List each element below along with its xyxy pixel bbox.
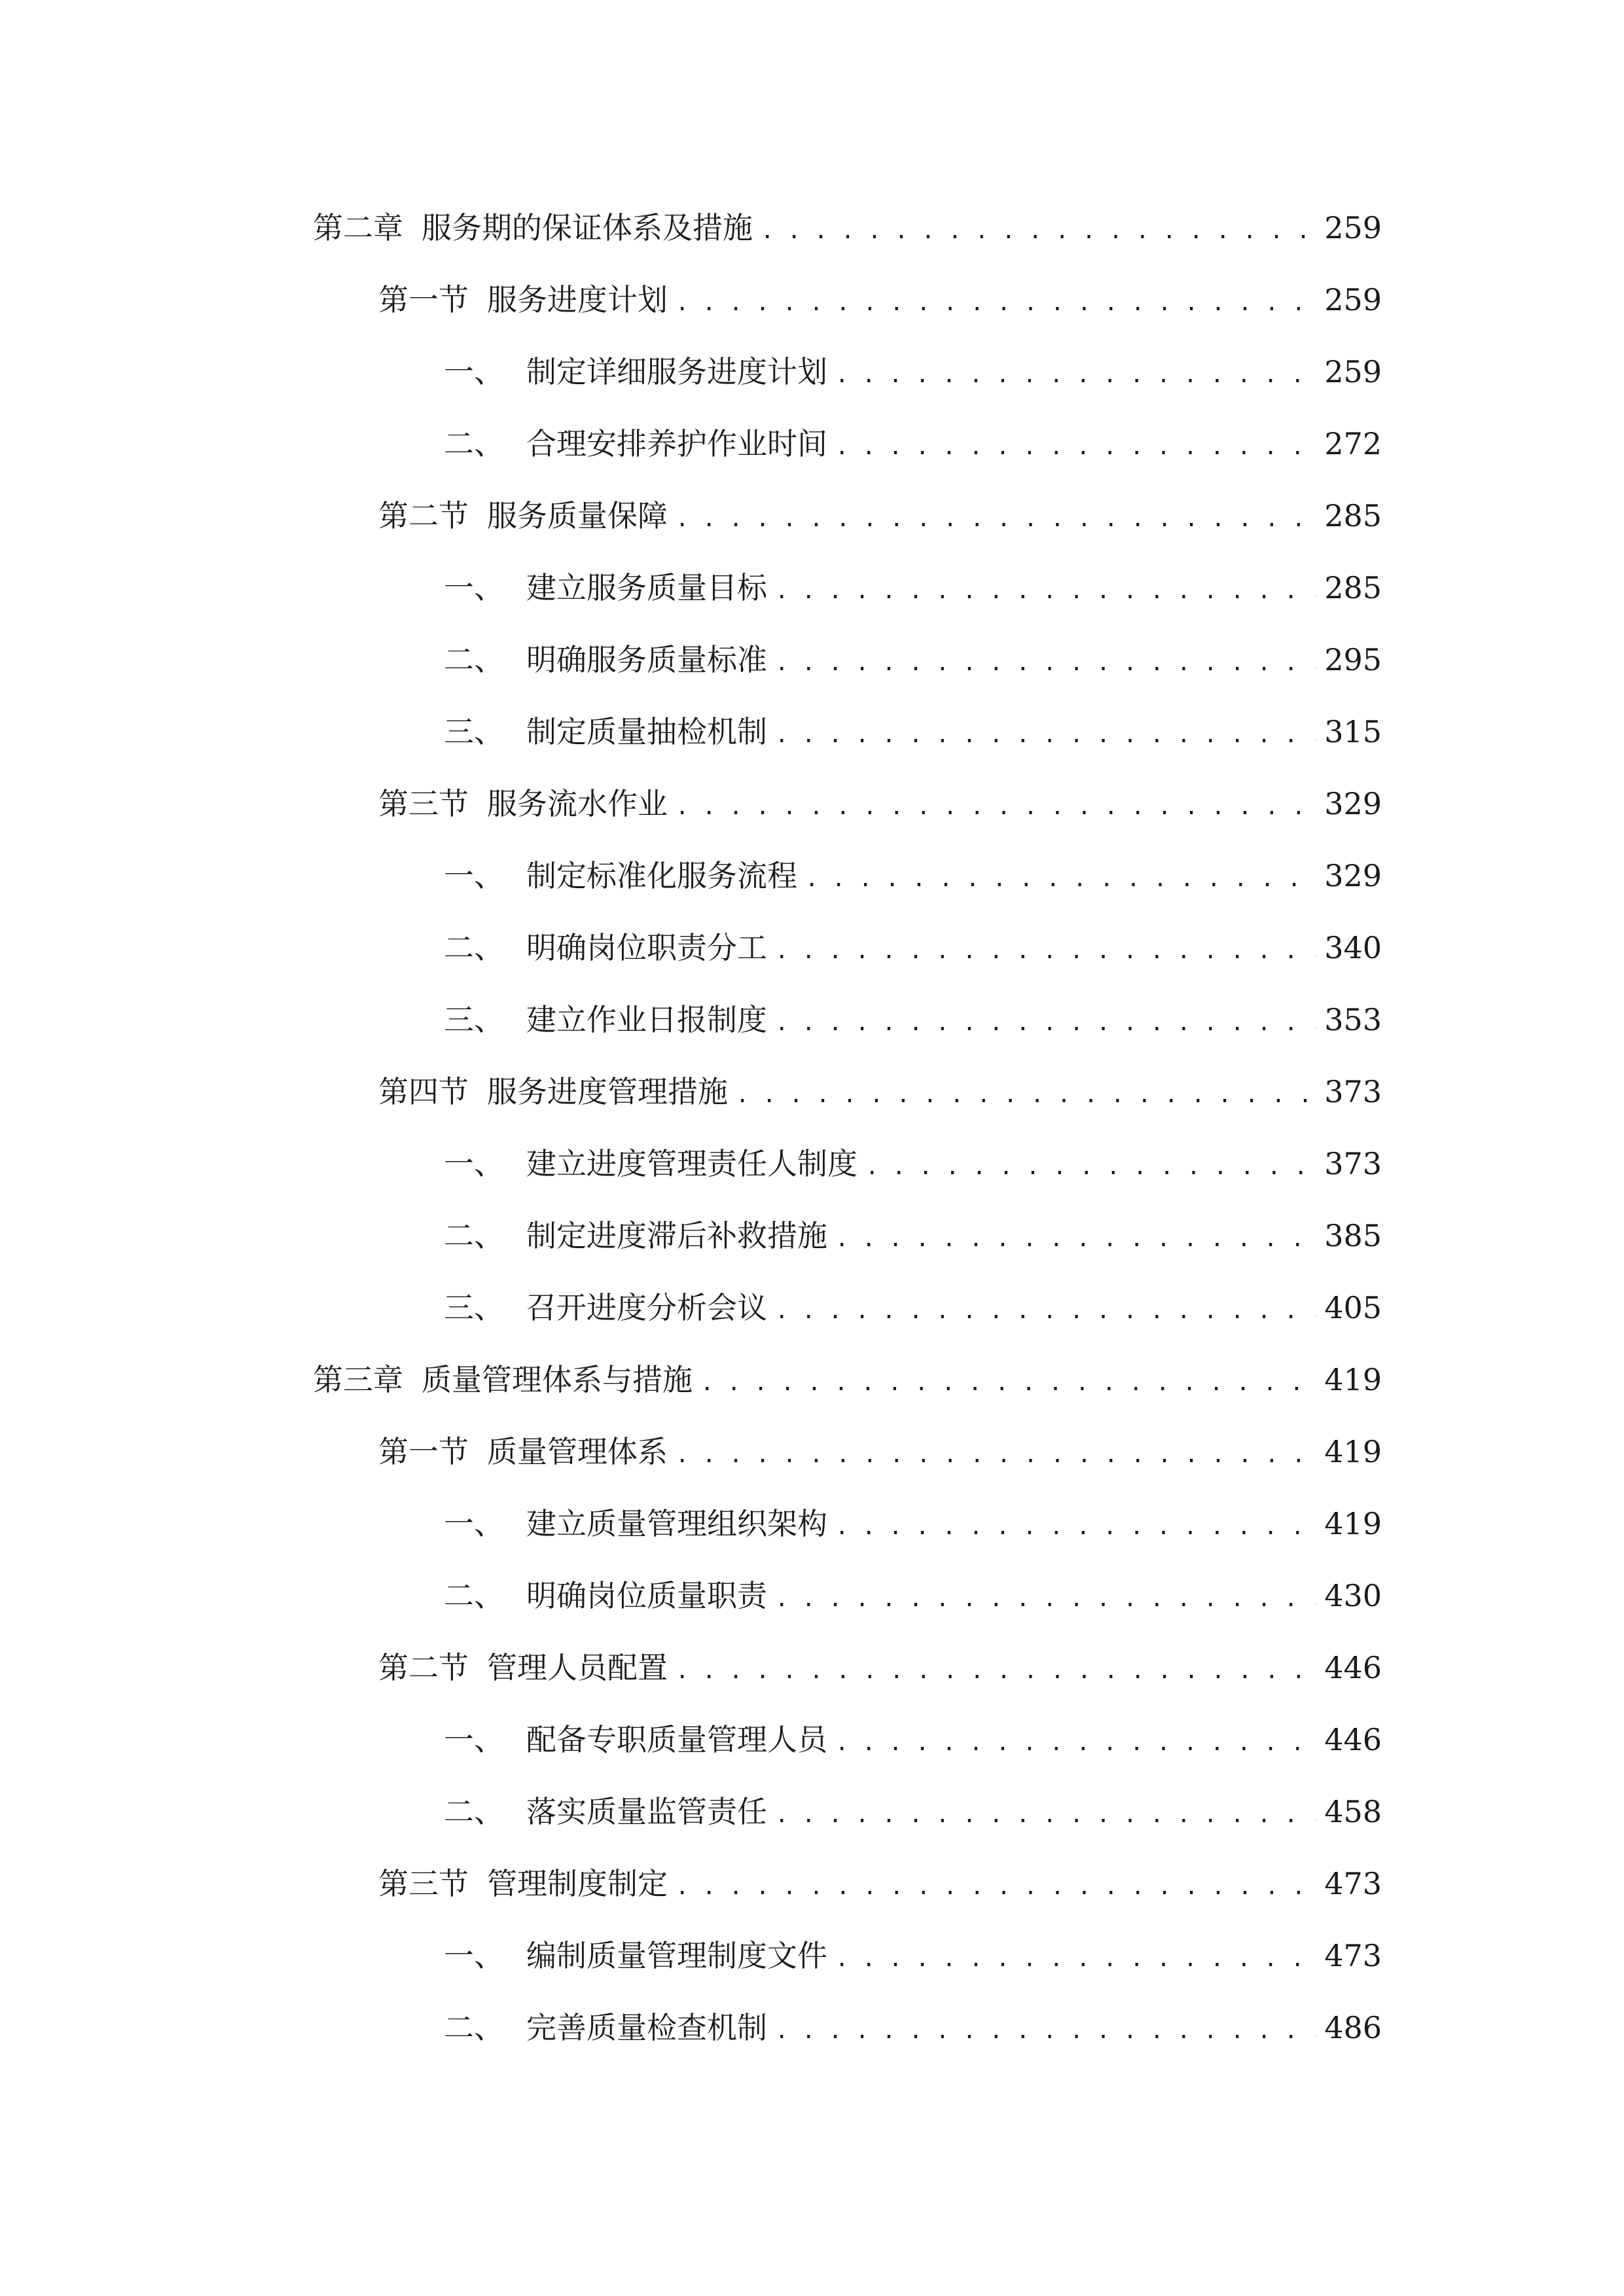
toc-number: 一、 [444, 1722, 504, 1757]
toc-number: 一、 [444, 354, 504, 389]
toc-title: 制定进度滞后补救措施 [526, 1218, 827, 1253]
toc-entry-section[interactable] [378, 1864, 1382, 1907]
dot-leader [835, 1723, 1316, 1763]
dot-leader [775, 643, 1316, 683]
dot-leader [676, 1867, 1316, 1907]
toc-number: 二、 [444, 930, 504, 965]
dot-leader [736, 1075, 1316, 1115]
toc-number: 一、 [444, 1146, 504, 1181]
toc-title: 建立质量管理组织架构 [526, 1506, 827, 1541]
dot-leader [676, 787, 1316, 827]
toc-title: 编制质量管理制度文件 [526, 1938, 827, 1973]
toc-page-number: 340 [1324, 930, 1382, 965]
toc-number: 第三节 [378, 1866, 469, 1901]
toc-number: 第四节 [378, 1074, 469, 1109]
toc-entry-section[interactable] [378, 1072, 1382, 1115]
toc-entry-section[interactable] [378, 784, 1382, 827]
toc-number: 第二章 [313, 210, 403, 245]
toc-title: 明确服务质量标准 [526, 642, 767, 677]
toc-page-number: 259 [1324, 282, 1382, 317]
dot-leader [835, 355, 1316, 395]
toc-title: 制定质量抽检机制 [526, 714, 767, 749]
toc-page-number: 430 [1324, 1578, 1382, 1613]
dot-leader [676, 283, 1316, 323]
toc-title: 明确岗位职责分工 [526, 930, 767, 965]
toc-title: 管理制度制定 [487, 1866, 668, 1901]
toc-number: 二、 [444, 2010, 504, 2045]
toc-title: 建立服务质量目标 [526, 570, 767, 605]
toc-number: 第二节 [378, 1650, 469, 1685]
toc-page-number: 419 [1324, 1434, 1382, 1469]
toc-number: 三、 [444, 714, 504, 749]
dot-leader [835, 1939, 1316, 1979]
dot-leader [676, 1651, 1316, 1691]
dot-leader [775, 715, 1316, 755]
toc-number: 三、 [444, 1290, 504, 1325]
toc-page-number: 419 [1324, 1506, 1382, 1541]
toc-page-number: 285 [1324, 570, 1382, 605]
toc-entry-item[interactable] [444, 1936, 1382, 1979]
toc-title: 建立进度管理责任人制度 [526, 1146, 857, 1181]
toc-title: 制定标准化服务流程 [526, 858, 797, 893]
toc-title: 完善质量检查机制 [526, 2010, 767, 2045]
toc-entry-item[interactable] [444, 424, 1382, 467]
toc-number: 第三节 [378, 786, 469, 821]
toc-entry-section[interactable] [378, 280, 1382, 323]
toc-page-number: 446 [1324, 1722, 1382, 1757]
toc-entry-item[interactable] [444, 928, 1382, 971]
toc-entry-section[interactable] [378, 1432, 1382, 1475]
toc-entry-item[interactable] [444, 1792, 1382, 1835]
toc-entry-chapter[interactable] [313, 1360, 1382, 1403]
toc-title: 服务流水作业 [487, 786, 668, 821]
toc-title: 建立作业日报制度 [526, 1002, 767, 1037]
toc-page-number: 259 [1324, 354, 1382, 389]
dot-leader [775, 1291, 1316, 1331]
dot-leader [775, 931, 1316, 971]
dot-leader [676, 499, 1316, 539]
toc-title: 质量管理体系与措施 [422, 1362, 693, 1397]
toc-number: 第一节 [378, 1434, 469, 1469]
toc-title: 服务进度计划 [487, 282, 668, 317]
toc-entry-item[interactable] [444, 352, 1382, 395]
toc-number: 一、 [444, 1506, 504, 1541]
toc-entry-section[interactable] [378, 1648, 1382, 1691]
toc-number: 二、 [444, 1794, 504, 1829]
toc-page-number: 329 [1324, 786, 1382, 821]
toc-entry-item[interactable] [444, 1144, 1382, 1187]
toc-title: 合理安排养护作业时间 [526, 426, 827, 461]
toc-entry-chapter[interactable] [313, 208, 1382, 251]
dot-leader [835, 427, 1316, 467]
toc-entry-item[interactable] [444, 1216, 1382, 1259]
toc-page-number: 315 [1324, 714, 1382, 749]
toc-title: 管理人员配置 [487, 1650, 668, 1685]
toc-number: 第一节 [378, 282, 469, 317]
dot-leader [761, 211, 1316, 251]
toc-page-number: 329 [1324, 858, 1382, 893]
dot-leader [775, 1795, 1316, 1835]
toc-entry-item[interactable] [444, 712, 1382, 755]
dot-leader [700, 1363, 1316, 1403]
toc-page-number: 285 [1324, 498, 1382, 533]
toc-entry-item[interactable] [444, 640, 1382, 683]
toc-title: 服务质量保障 [487, 498, 668, 533]
toc-number: 二、 [444, 426, 504, 461]
toc-title: 召开进度分析会议 [526, 1290, 767, 1325]
toc-page-number: 259 [1324, 210, 1382, 245]
toc-entry-item[interactable] [444, 1000, 1382, 1043]
toc-entry-section[interactable] [378, 496, 1382, 539]
dot-leader [835, 1507, 1316, 1547]
toc-title: 明确岗位质量职责 [526, 1578, 767, 1613]
dot-leader [835, 1219, 1316, 1259]
toc-number: 第二节 [378, 498, 469, 533]
toc-page-number: 405 [1324, 1290, 1382, 1325]
toc-page-number: 473 [1324, 1938, 1382, 1973]
toc-entry-item[interactable] [444, 856, 1382, 899]
dot-leader [775, 571, 1316, 611]
dot-leader [865, 1147, 1316, 1187]
toc-page-number: 486 [1324, 2010, 1382, 2045]
toc-entry-item[interactable] [444, 568, 1382, 611]
toc-page-number: 353 [1324, 1002, 1382, 1037]
toc-page-number: 295 [1324, 642, 1382, 677]
toc-entry-item[interactable] [444, 1504, 1382, 1547]
toc-title: 落实质量监管责任 [526, 1794, 767, 1829]
toc-number: 一、 [444, 1938, 504, 1973]
toc-page-number: 473 [1324, 1866, 1382, 1901]
toc-title: 制定详细服务进度计划 [526, 354, 827, 389]
toc-number: 一、 [444, 858, 504, 893]
dot-leader [805, 859, 1316, 899]
toc-number: 第三章 [313, 1362, 403, 1397]
dot-leader [775, 1003, 1316, 1043]
toc-title: 质量管理体系 [487, 1434, 668, 1469]
toc-page-number: 419 [1324, 1362, 1382, 1397]
toc-page-number: 373 [1324, 1146, 1382, 1181]
toc-title: 服务期的保证体系及措施 [422, 210, 753, 245]
toc-entry-item[interactable] [444, 1288, 1382, 1331]
dot-leader [676, 1435, 1316, 1475]
toc-number: 二、 [444, 642, 504, 677]
toc-page-number: 458 [1324, 1794, 1382, 1829]
toc-number: 二、 [444, 1218, 504, 1253]
toc-page-number: 272 [1324, 426, 1382, 461]
dot-leader [775, 2011, 1316, 2051]
toc-entry-item[interactable] [444, 2008, 1382, 2051]
toc-title: 配备专职质量管理人员 [526, 1722, 827, 1757]
toc-page-number: 446 [1324, 1650, 1382, 1685]
toc-page-number: 385 [1324, 1218, 1382, 1253]
toc-title: 服务进度管理措施 [487, 1074, 728, 1109]
toc-number: 三、 [444, 1002, 504, 1037]
toc-entry-item[interactable] [444, 1576, 1382, 1619]
toc-page-number: 373 [1324, 1074, 1382, 1109]
toc-number: 一、 [444, 570, 504, 605]
toc-entry-item[interactable] [444, 1720, 1382, 1763]
toc-number: 二、 [444, 1578, 504, 1613]
dot-leader [775, 1579, 1316, 1619]
